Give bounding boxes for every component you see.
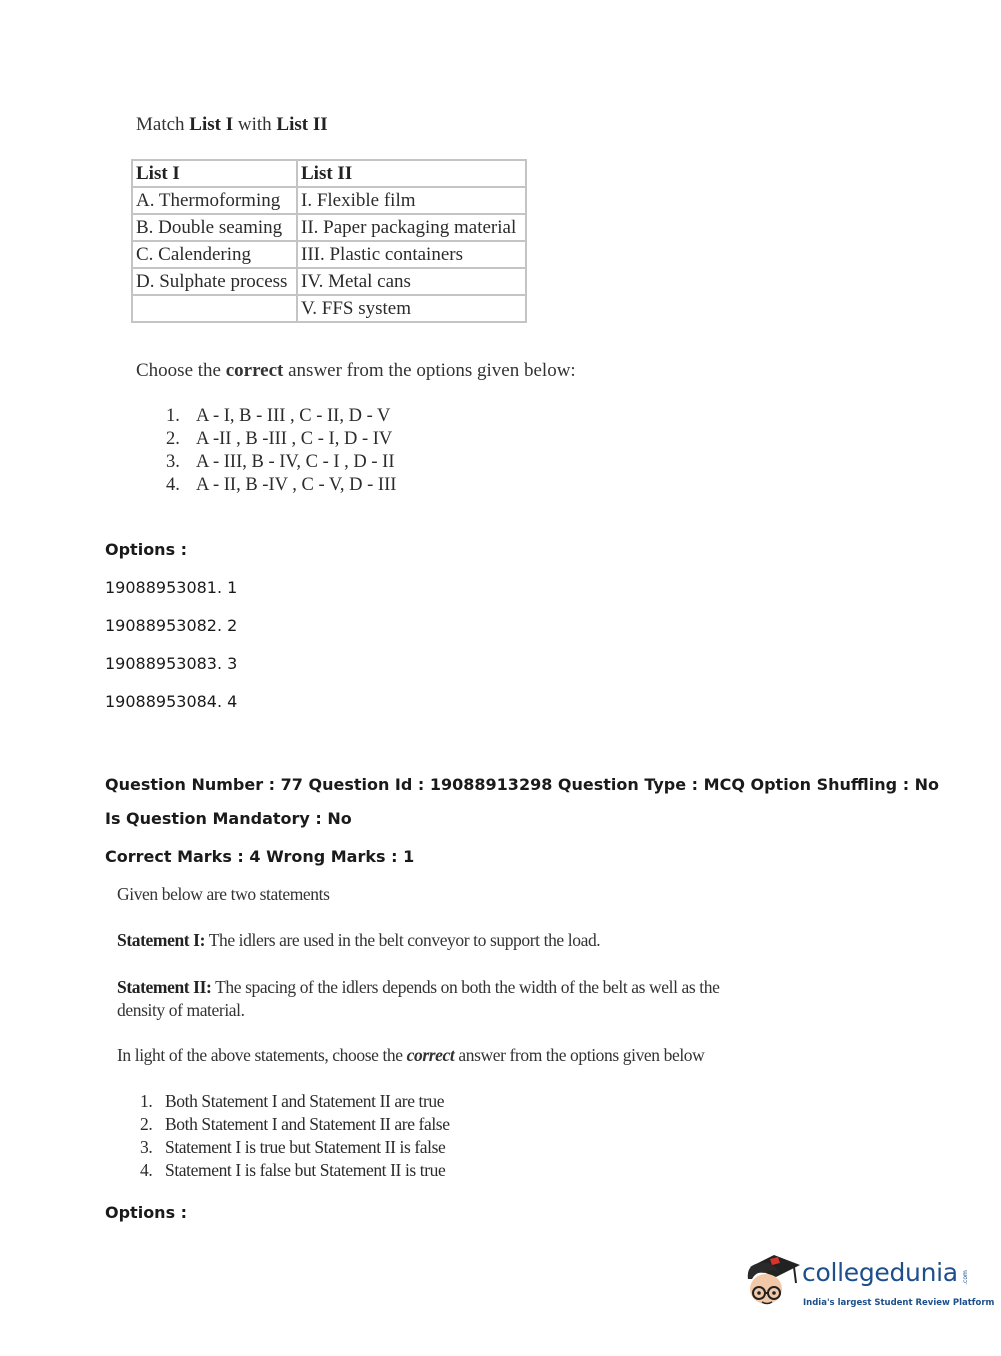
list-item [166, 474, 396, 497]
choice-number: 2. [166, 429, 180, 449]
q1-title-pre: Match [136, 114, 190, 135]
option-item: 19088953081. 1 [105, 578, 238, 597]
statement-label: Statement II: [117, 977, 212, 997]
table-row [132, 268, 526, 295]
table-cell: I. Flexible film [297, 187, 526, 214]
choice-text: A - II, B -IV , C - V, D - III [196, 475, 397, 495]
q1-instruction-bold: correct [225, 360, 284, 381]
q1-title-mid: with [233, 114, 277, 135]
q2-instruction-em: correct [406, 1045, 455, 1065]
match-table-header [132, 160, 526, 187]
list-item [166, 451, 396, 474]
q2-instruction-pre: In light of the above statements, choose the [117, 1045, 407, 1065]
q1-title [136, 114, 328, 136]
choice-text: Statement I is true but Statement II is false [165, 1137, 446, 1157]
header-list1: List I [132, 160, 297, 187]
choice-text: Both Statement I and Statement II are false [165, 1114, 450, 1134]
option-item: 19088953083. 3 [105, 654, 238, 673]
choice-text: Statement I is false but Statement II is true [165, 1160, 446, 1180]
choice-number: 3. [166, 452, 180, 472]
statement-text: The spacing of the idlers depends on both the width of the belt as well as the density of material. [117, 977, 720, 1020]
table-cell: B. Double seaming [132, 214, 297, 241]
q2-statement-2 [117, 976, 727, 1022]
list-item [140, 1090, 450, 1113]
table-row [132, 241, 526, 268]
option-item: 19088953084. 4 [105, 692, 238, 711]
choice-text: A -II , B -III , C - I, D - IV [196, 429, 393, 449]
q2-choice-list [140, 1090, 450, 1182]
logo-suffix: .com [961, 1270, 969, 1285]
table-row [132, 187, 526, 214]
q1-instruction-pre: Choose the [136, 360, 226, 381]
choice-text: A - I, B - III , C - II, D - V [196, 406, 391, 426]
table-cell: A. Thermoforming [132, 187, 297, 214]
table-cell: D. Sulphate process [132, 268, 297, 295]
list-item [166, 428, 396, 451]
choice-number: 4. [140, 1160, 153, 1180]
q2-intro: Given below are two statements [117, 884, 330, 904]
q1-instruction [136, 360, 576, 382]
table-cell: C. Calendering [132, 241, 297, 268]
option-item: 19088953082. 2 [105, 616, 238, 635]
choice-number: 4. [166, 475, 180, 495]
table-cell: IV. Metal cans [297, 268, 526, 295]
question-meta: Question Number : 77 Question Id : 19088913298 Question Type : MCQ Option Shuffling : No [105, 775, 940, 794]
q1-title-list2: List II [276, 114, 328, 135]
choice-number: 2. [140, 1114, 153, 1134]
statement-label: Statement I: [117, 930, 206, 950]
header-list2: List II [297, 160, 526, 187]
table-cell: V. FFS system [297, 295, 526, 322]
list-item [140, 1113, 450, 1136]
q2-statement-1 [117, 930, 600, 951]
table-cell [132, 295, 297, 322]
logo-tagline: India's largest Student Review Platform [803, 1298, 995, 1308]
logo-wordmark: collegedunia [802, 1258, 958, 1287]
choice-number: 1. [140, 1091, 153, 1111]
q1-title-list1: List I [189, 114, 234, 135]
table-cell: II. Paper packaging material [297, 214, 526, 241]
choice-number: 1. [166, 406, 180, 426]
choice-number: 3. [140, 1137, 153, 1157]
mascot-icon [742, 1249, 802, 1319]
choice-text: Both Statement I and Statement II are true [165, 1091, 445, 1111]
q2-instruction [117, 1045, 704, 1066]
table-cell: III. Plastic containers [297, 241, 526, 268]
list-item [140, 1136, 450, 1159]
table-row [132, 295, 526, 322]
options-label: Options : [105, 1203, 188, 1222]
match-table [131, 159, 527, 323]
q1-instruction-post: answer from the options given below: [283, 360, 576, 381]
options-label: Options : [105, 540, 188, 559]
list-item [140, 1159, 450, 1182]
list-item [166, 405, 396, 428]
choice-text: A - III, B - IV, C - I , D - II [196, 452, 395, 472]
question-marks: Correct Marks : 4 Wrong Marks : 1 [105, 847, 415, 866]
q1-choice-list [166, 405, 396, 497]
q2-instruction-post: answer from the options given below [454, 1045, 705, 1065]
table-row [132, 214, 526, 241]
question-mandatory: Is Question Mandatory : No [105, 809, 352, 828]
statement-text: The idlers are used in the belt conveyor to support the load. [205, 930, 601, 950]
